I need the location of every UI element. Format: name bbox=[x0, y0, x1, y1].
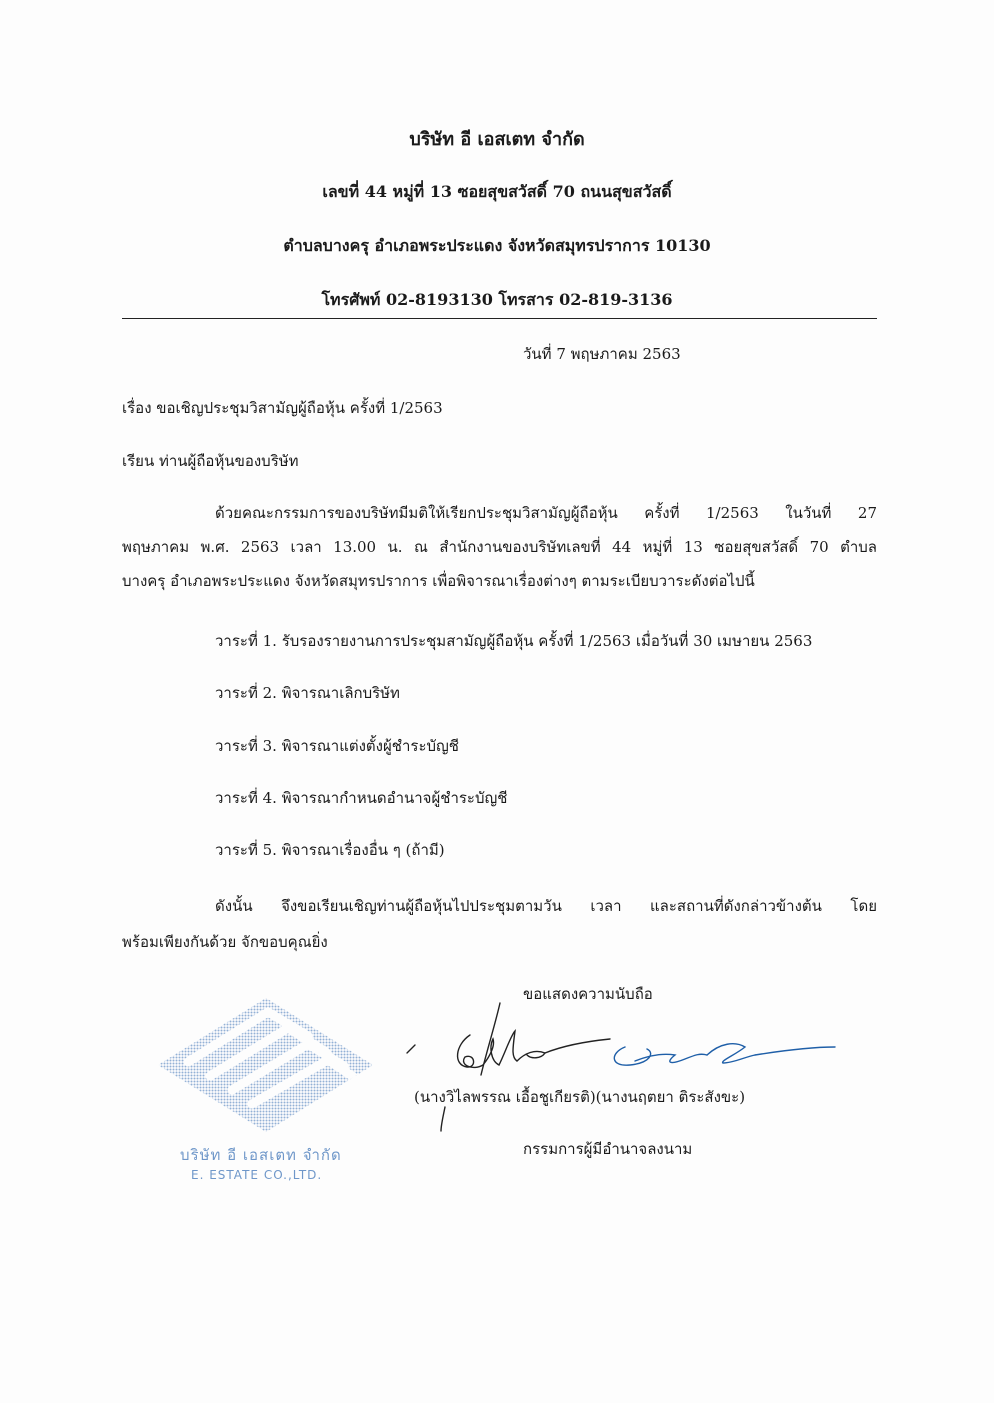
regards-text: ขอแสดงความนับถือ bbox=[523, 985, 653, 1003]
closing-paragraph bbox=[122, 888, 877, 960]
agenda-item: วาระที่ 3. พิจารณาแต่งตั้งผู้ชำระบัญชี bbox=[215, 737, 459, 755]
letter-date: วันที่ 7 พฤษภาคม 2563 bbox=[523, 345, 681, 363]
signer-title: กรรมการผู้มีอำนาจลงนาม bbox=[523, 1140, 693, 1158]
agenda-item: วาระที่ 4. พิจารณากำหนดอำนาจผู้ชำระบัญชี bbox=[215, 789, 508, 807]
contact-line: โทรศัพท์ 02-8193130 โทรสาร 02-819-3136 bbox=[321, 290, 673, 309]
signature-1 bbox=[395, 995, 625, 1135]
company-seal-logo bbox=[148, 990, 383, 1140]
body-line: พฤษภาคม พ.ศ. 2563 เวลา 13.00 น. ณ สำนักงานของบริษัทเลขที่ 44 หมู่ที่ 13 ซอยสุขสวัสดิ์ 70 ตำบล bbox=[122, 538, 877, 556]
company-name: บริษัท อี เอสเตท จำกัด bbox=[409, 129, 585, 150]
body-line: บางครุ อำเภอพระประแดง จังหวัดสมุทรปราการ เพื่อพิจารณาเรื่องต่างๆ ตามระเบียบวาระดังต่อไปนี้ bbox=[122, 572, 755, 590]
agenda-item: วาระที่ 2. พิจารณาเลิกบริษัท bbox=[215, 684, 400, 702]
letter-salutation: เรียน ท่านผู้ถือหุ้นของบริษัท bbox=[122, 452, 299, 470]
letter-subject: เรื่อง ขอเชิญประชุมวิสามัญผู้ถือหุ้น ครั้งที่ 1/2563 bbox=[122, 399, 443, 417]
address-line-1: เลขที่ 44 หมู่ที่ 13 ซอยสุขสวัสดิ์ 70 ถนนสุขสวัสดิ์ bbox=[322, 182, 672, 201]
header-divider bbox=[122, 318, 877, 319]
signature-2 bbox=[595, 1025, 840, 1085]
seal-thai-text: บริษัท อี เอสเตท จำกัด bbox=[180, 1146, 342, 1164]
body-paragraph bbox=[122, 496, 877, 598]
agenda-item: วาระที่ 1. รับรองรายงานการประชุมสามัญผู้ถือหุ้น ครั้งที่ 1/2563 เมื่อวันที่ 30 เมษายน 2563 bbox=[215, 632, 813, 650]
body-line: ด้วยคณะกรรมการของบริษัทมีมติให้เรียกประชุมวิสามัญผู้ถือหุ้น ครั้งที่ 1/2563 ในวันที่ 27 bbox=[215, 504, 877, 522]
closing-line: ดังนั้น จึงขอเรียนเชิญท่านผู้ถือหุ้นไปประชุมตามวัน เวลา และสถานที่ดังกล่าวข้างต้น โดย bbox=[215, 897, 877, 915]
address-line-2: ตำบลบางครุ อำเภอพระประแดง จังหวัดสมุทรปราการ 10130 bbox=[283, 236, 711, 255]
seal-english-text: E. ESTATE CO.,LTD. bbox=[191, 1168, 323, 1182]
signer-names: (นางวิไลพรรณ เอื้อชูเกียรติ)(นางนฤตยา ติระสังขะ) bbox=[414, 1088, 746, 1106]
closing-line: พร้อมเพียงกันด้วย จักขอบคุณยิ่ง bbox=[122, 933, 328, 951]
agenda-item: วาระที่ 5. พิจารณาเรื่องอื่น ๆ (ถ้ามี) bbox=[215, 841, 445, 859]
